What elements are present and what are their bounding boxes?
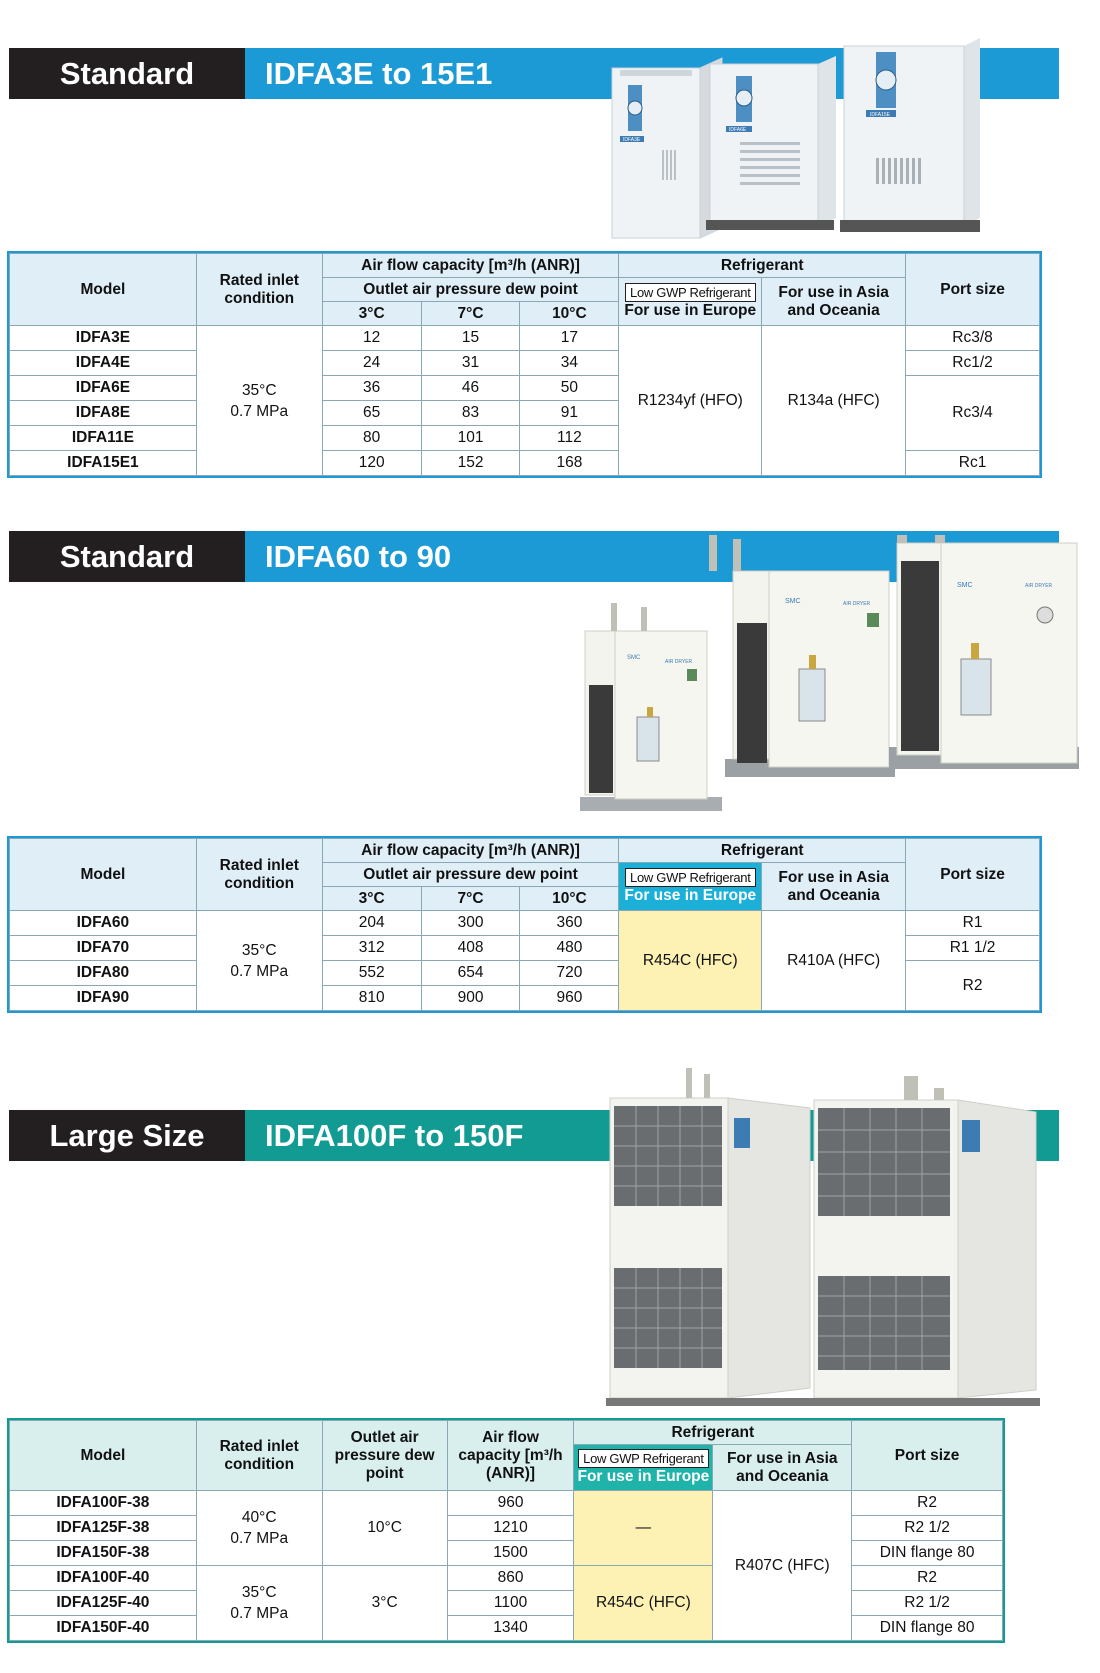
header-dewpoint: Outlet air pressure dew point <box>322 863 619 887</box>
product-unit-idfa70 <box>709 535 895 777</box>
refrigerant-europe-cell: R454C (HFC) <box>574 1566 713 1641</box>
port-cell: R1 <box>906 911 1040 936</box>
product-label: AIR DRYER <box>843 601 871 607</box>
port-cell: Rc3/8 <box>906 326 1040 351</box>
value-cell: 50 <box>520 376 619 401</box>
model-cell: IDFA150F-38 <box>10 1541 197 1566</box>
dewpoint-cell: 10°C <box>322 1491 447 1566</box>
table-row <box>10 1491 1003 1516</box>
table-row <box>10 1616 1003 1641</box>
product-label: AIR DRYER <box>665 659 693 665</box>
port-cell: Rc1/2 <box>906 351 1040 376</box>
header-7c: 7°C <box>421 887 520 911</box>
model-cell: IDFA90 <box>10 986 197 1011</box>
refrigerant-asia-cell: R410A (HFC) <box>762 911 906 1011</box>
value-cell: 408 <box>421 936 520 961</box>
value-cell: 36 <box>322 376 421 401</box>
table-row <box>10 1591 1003 1616</box>
value-cell: 1100 <box>447 1591 574 1616</box>
header-europe: For use in Europe <box>624 887 757 904</box>
product-unit-idfa3e <box>612 58 722 238</box>
value-cell: 83 <box>421 401 520 426</box>
product-image-idfa3e-series <box>600 30 1080 240</box>
value-cell: 15 <box>421 326 520 351</box>
refrigerant-asia-cell: R407C (HFC) <box>713 1491 852 1641</box>
header-rated-inlet: Rated inlet condition <box>196 839 322 911</box>
table-row <box>10 326 1040 351</box>
value-cell: 1340 <box>447 1616 574 1641</box>
spec-table-idfa60-90 <box>9 838 1040 1011</box>
spec-table-idfa100f-150f <box>9 1420 1003 1641</box>
dewpoint-cell: 3°C <box>322 1566 447 1641</box>
port-cell: R2 1/2 <box>852 1516 1003 1541</box>
value-cell: 552 <box>322 961 421 986</box>
header-10c: 10°C <box>520 887 619 911</box>
port-cell: R2 <box>906 961 1040 1011</box>
model-cell: IDFA150F-40 <box>10 1616 197 1641</box>
value-cell: 300 <box>421 911 520 936</box>
header-model: Model <box>10 254 197 326</box>
model-cell: IDFA125F-38 <box>10 1516 197 1541</box>
rated-cell: 35°C 0.7 MPa <box>196 911 322 1011</box>
header-rated-inlet: Rated inlet condition <box>196 254 322 326</box>
product-unit-idfa60 <box>580 603 722 811</box>
value-cell: 120 <box>322 451 421 476</box>
header-7c: 7°C <box>421 302 520 326</box>
table-row <box>10 1516 1003 1541</box>
banner-category: Standard <box>9 48 245 99</box>
product-image-idfa100f-series <box>600 1068 1080 1418</box>
port-cell: Rc1 <box>906 451 1040 476</box>
brand-label: SMC <box>957 582 973 589</box>
value-cell: 152 <box>421 451 520 476</box>
product-unit-idfa6e <box>706 56 836 230</box>
table-row <box>10 1541 1003 1566</box>
product-unit-idfa100f <box>606 1068 816 1406</box>
brand-label: SMC <box>627 655 641 661</box>
model-cell: IDFA8E <box>10 401 197 426</box>
refrigerant-europe-cell: R1234yf (HFO) <box>619 326 762 476</box>
header-asia: For use in Asia and Oceania <box>762 863 906 911</box>
port-cell: DIN flange 80 <box>852 1541 1003 1566</box>
header-europe-cell <box>619 863 762 911</box>
value-cell: 24 <box>322 351 421 376</box>
model-cell: IDFA15E1 <box>10 451 197 476</box>
product-label: AIR DRYER <box>1025 583 1053 589</box>
header-model: Model <box>10 1421 197 1491</box>
header-port-size: Port size <box>906 254 1040 326</box>
port-cell: Rc3/4 <box>906 376 1040 451</box>
value-cell: 31 <box>421 351 520 376</box>
value-cell: 480 <box>520 936 619 961</box>
port-cell: R2 <box>852 1566 1003 1591</box>
value-cell: 360 <box>520 911 619 936</box>
value-cell: 720 <box>520 961 619 986</box>
rated-cell: 35°C 0.7 MPa <box>196 326 322 476</box>
value-cell: 1500 <box>447 1541 574 1566</box>
port-cell: R2 1/2 <box>852 1591 1003 1616</box>
model-cell: IDFA125F-40 <box>10 1591 197 1616</box>
value-cell: 960 <box>520 986 619 1011</box>
port-cell: DIN flange 80 <box>852 1616 1003 1641</box>
product-image-idfa60-series <box>575 535 1085 830</box>
port-cell: R1 1/2 <box>906 936 1040 961</box>
refrigerant-europe-cell: — <box>574 1491 713 1566</box>
header-europe-cell <box>619 278 762 326</box>
header-3c: 3°C <box>322 302 421 326</box>
header-refrigerant: Refrigerant <box>574 1421 852 1445</box>
model-cell: IDFA100F-40 <box>10 1566 197 1591</box>
model-cell: IDFA70 <box>10 936 197 961</box>
rated-cell: 40°C 0.7 MPa <box>196 1491 322 1566</box>
value-cell: 112 <box>520 426 619 451</box>
header-10c: 10°C <box>520 302 619 326</box>
product-unit-idfa90 <box>889 535 1079 769</box>
value-cell: 860 <box>447 1566 574 1591</box>
header-refrigerant: Refrigerant <box>619 254 906 278</box>
rated-cell: 35°C 0.7 MPa <box>196 1566 322 1641</box>
banner-category: Large Size <box>9 1110 245 1161</box>
header-dewpoint: Outlet air pressure dew point <box>322 1421 447 1491</box>
model-cell: IDFA100F-38 <box>10 1491 197 1516</box>
value-cell: 900 <box>421 986 520 1011</box>
low-gwp-badge: Low GWP Refrigerant <box>578 1449 709 1468</box>
unit-label: IDFA3E <box>623 137 641 143</box>
value-cell: 960 <box>447 1491 574 1516</box>
banner-model-range: IDFA3E to 15E1 <box>245 48 1059 99</box>
header-dewpoint: Outlet air pressure dew point <box>322 278 619 302</box>
header-3c: 3°C <box>322 887 421 911</box>
port-cell: R2 <box>852 1491 1003 1516</box>
value-cell: 34 <box>520 351 619 376</box>
value-cell: 1210 <box>447 1516 574 1541</box>
brand-label: SMC <box>785 598 801 605</box>
value-cell: 17 <box>520 326 619 351</box>
value-cell: 654 <box>421 961 520 986</box>
value-cell: 46 <box>421 376 520 401</box>
header-airflow: Air flow capacity [m³/h (ANR)] <box>322 254 619 278</box>
header-asia: For use in Asia and Oceania <box>713 1445 852 1491</box>
model-cell: IDFA60 <box>10 911 197 936</box>
spec-table-idfa3e-15e1 <box>9 253 1040 476</box>
model-cell: IDFA6E <box>10 376 197 401</box>
low-gwp-badge: Low GWP Refrigerant <box>625 868 756 887</box>
model-cell: IDFA3E <box>10 326 197 351</box>
model-cell: IDFA11E <box>10 426 197 451</box>
banner-category: Standard <box>9 531 245 582</box>
header-airflow: Air flow capacity [m³/h (ANR)] <box>322 839 619 863</box>
value-cell: 101 <box>421 426 520 451</box>
header-europe: For use in Europe <box>624 302 757 319</box>
header-port-size: Port size <box>852 1421 1003 1491</box>
model-cell: IDFA80 <box>10 961 197 986</box>
banner-model-range: IDFA100F to 150F <box>245 1110 1059 1161</box>
low-gwp-badge: Low GWP Refrigerant <box>625 283 756 302</box>
value-cell: 168 <box>520 451 619 476</box>
header-airflow: Air flow capacity [m³/h (ANR)] <box>447 1421 574 1491</box>
refrigerant-asia-cell: R134a (HFC) <box>762 326 906 476</box>
header-europe-cell <box>574 1445 713 1491</box>
value-cell: 65 <box>322 401 421 426</box>
value-cell: 312 <box>322 936 421 961</box>
header-refrigerant: Refrigerant <box>619 839 906 863</box>
refrigerant-europe-cell: R454C (HFC) <box>619 911 762 1011</box>
value-cell: 12 <box>322 326 421 351</box>
unit-label: IDFA15E <box>870 112 891 118</box>
header-model: Model <box>10 839 197 911</box>
value-cell: 80 <box>322 426 421 451</box>
table-row <box>10 911 1040 936</box>
header-europe: For use in Europe <box>577 1468 710 1485</box>
unit-label: IDFA6E <box>729 127 747 133</box>
banner-model-range: IDFA60 to 90 <box>245 531 1059 582</box>
table-row <box>10 1566 1003 1591</box>
value-cell: 204 <box>322 911 421 936</box>
product-unit-idfa150f <box>810 1076 1040 1406</box>
header-rated-inlet: Rated inlet condition <box>196 1421 322 1491</box>
value-cell: 810 <box>322 986 421 1011</box>
header-asia: For use in Asia and Oceania <box>762 278 906 326</box>
model-cell: IDFA4E <box>10 351 197 376</box>
header-port-size: Port size <box>906 839 1040 911</box>
value-cell: 91 <box>520 401 619 426</box>
product-unit-idfa15e <box>840 38 980 232</box>
